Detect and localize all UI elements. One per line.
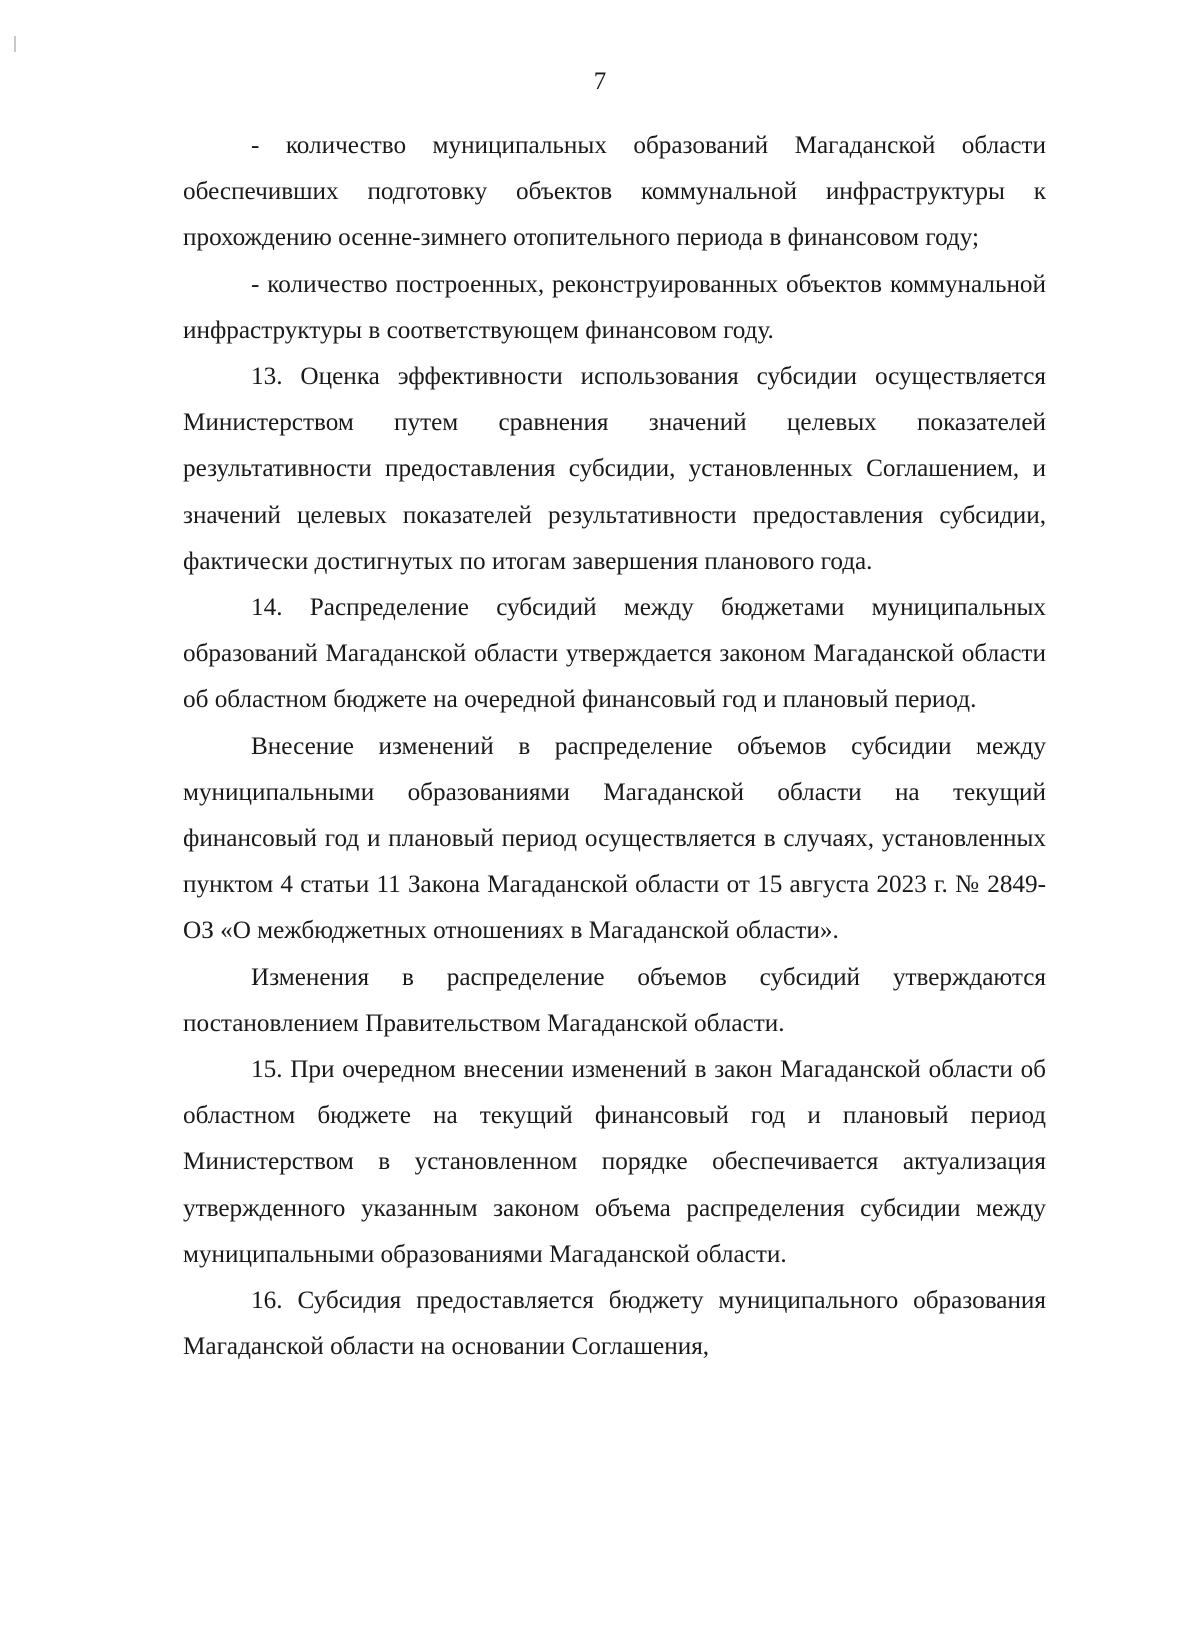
clause-14-paragraph: 14. Распределение субсидий между бюджетами муниципальных образований Магаданской области утверждается законом Магаданской области об областном бюджете на очередной финансовый год и плановый период. [183,594,1046,714]
amendment-paragraph: Внесение изменений в распределение объемов субсидии между муниципальными образованиями Магаданской области на текущий финансовый год и плановый период осуществляется в случаях, установленных пунктом 4 статьи 11 Закона Магаданской области от 15 августа 2023 г. № 2849-ОЗ «О межбюджетных отношениях в Магаданской области». [183,732,1046,945]
document-body [183,123,1046,1370]
clause-15-paragraph: 15. При очередном внесении изменений в закон Магаданской области об областном бюджете на текущий финансовый год и плановый период Министерством в установленном порядке обеспечивается актуализация утвержденного указанным законом объема распределения субсидии между муниципальными образованиями Магаданской области. [183,1056,1046,1268]
list-item-built-objects-count: - количество построенных, реконструированных объектов коммунальной инфраструктуры в соответствующем финансовом году. [183,270,1046,344]
clause-16-paragraph: 16. Субсидия предоставляется бюджету муниципального образования Магаданской области на основании Соглашения, [183,1287,1046,1361]
page-number: 7 [593,68,607,95]
clause-13-paragraph: 13. Оценка эффективности использования субсидии осуществляется Министерством путем сравнения значений целевых показателей результативности предоставления субсидии, установленных Соглашением, и значений целевых показателей результативности предоставления субсидии, фактически достигнутых по итогам завершения планового года. [183,363,1046,575]
list-item-municipalities-count: - количество муниципальных образований Магаданской области обеспечивших подготовку объектов коммунальной инфраструктуры к прохождению осенне-зимнего отопительного периода в финансовом году; [183,132,1046,252]
approval-paragraph: Изменения в распределение объемов субсидий утверждаются постановлением Правительством Магаданской области. [183,963,1046,1037]
scan-artifact [14,36,16,52]
